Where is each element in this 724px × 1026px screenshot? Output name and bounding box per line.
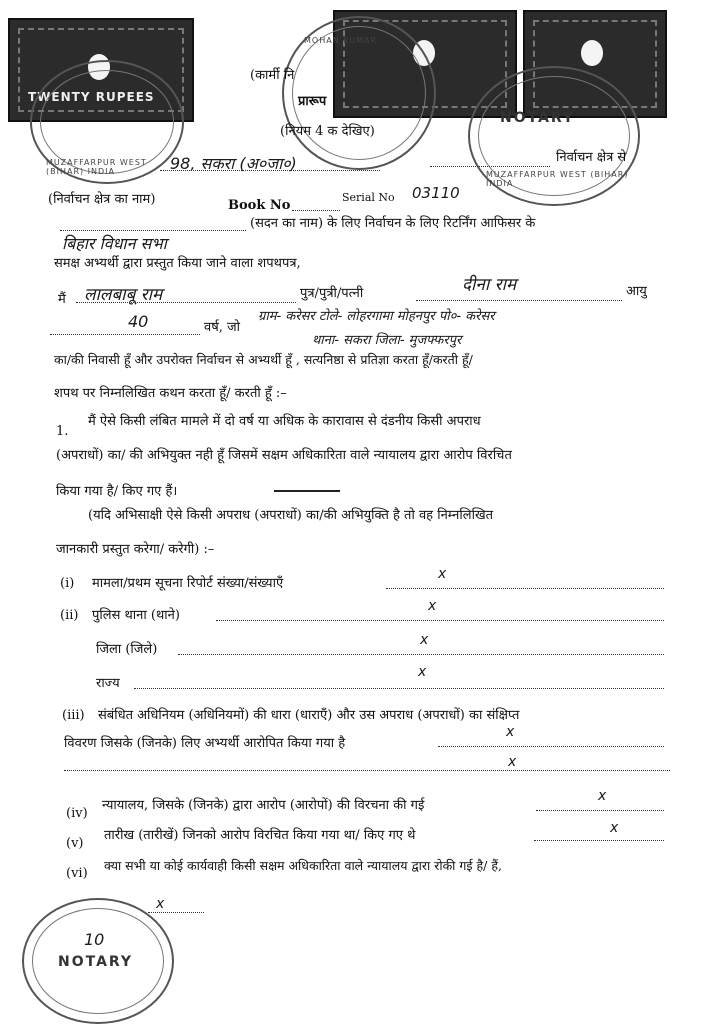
relation-label: पुत्र/पुत्री/पत्नी	[300, 286, 364, 301]
stamp-paper-label: TWENTY RUPEES	[28, 90, 155, 104]
constituency-suffix: निर्वाचन क्षेत्र से	[556, 150, 627, 165]
serial-value: 03110	[412, 184, 460, 202]
section1-line1: मैं ऐसे किसी लंबित मामले में दो वर्ष या अधिक के कारावास से दंडनीय किसी अपराध	[88, 414, 481, 429]
section1-para2: जानकारी प्रस्तुत करेगा/ करेगी) :–	[56, 542, 215, 557]
constituency-label: (निर्वाचन क्षेत्र का नाम)	[48, 192, 156, 207]
address-line1: ग्राम- करेसर टोले- लोहरगामा मोहनपुर पो०- करेसर	[258, 309, 495, 324]
section1-line2: (अपराधों) का/ की अभियुक्त नही हूँ जिसमें सक्षम अधिकारिता वाले न्यायालय द्वारा आरोप विरचित	[56, 448, 512, 463]
item-ii-mark: x	[428, 598, 437, 614]
item-ii-label: पुलिस थाना (थाने)	[92, 608, 180, 623]
age-label: आयु	[626, 284, 647, 299]
item-v-num: (v)	[66, 836, 84, 851]
section1-para1: (यदि अभिसाक्षी ऐसे किसी अपराध (अपराधों) का/की अभियुक्ति है तो वह निम्नलिखित	[88, 508, 493, 523]
serial-label: Serial No	[342, 191, 395, 204]
item-iii-num: (iii)	[62, 708, 85, 723]
header-line1b: प्रारूप	[298, 94, 327, 109]
item-iii-line1: संबंधित अधिनियम (अधिनियमों) की धारा (धाराएँ) और उस अपराध (अपराधों) का संक्षिप्त	[98, 708, 520, 723]
item-i-mark: x	[438, 566, 447, 582]
constituency-value: 98, सकरा (अ०जा०)	[170, 154, 297, 173]
years-label: वर्ष, जो	[204, 320, 241, 335]
oath-line: शपथ पर निम्नलिखित कथन करता हूँ/ करती हूँ :–	[54, 386, 287, 401]
section1-number: 1.	[56, 424, 69, 439]
header-line1: (कार्मी नि	[250, 68, 295, 83]
notary-seal-bottom: 10 NOTARY	[22, 898, 174, 1024]
house-suffix: (सदन का नाम) के लिए निर्वाचन के लिए रिटर्निंग आफिसर के	[250, 216, 536, 231]
item-v-mark: x	[610, 820, 619, 836]
item-vi-label: क्या सभी या कोई कार्यवाही किसी सक्षम अधिकारिता वाले न्यायालय द्वारा रोकी गई है/ हैं,	[104, 858, 502, 873]
item-iv-num: (iv)	[66, 806, 88, 821]
house-value: बिहार विधान सभा	[62, 234, 167, 253]
book-label: Book No	[228, 198, 291, 213]
district-label: जिला (जिले)	[96, 642, 158, 657]
item-vi-num: (vi)	[66, 866, 88, 881]
notary-seal-right: NOTARY MUZAFFARPUR WEST (BIHAR) INDIA	[468, 66, 640, 206]
item-vi-mark: x	[156, 896, 165, 912]
item-iii-line2: विवरण जिसके (जिनके) लिए अभ्यर्थी आरोपित किया गया है	[64, 736, 346, 751]
item-i-num: (i)	[60, 576, 75, 591]
handwritten-stroke	[274, 490, 340, 492]
father-name: दीना राम	[462, 275, 517, 295]
item-iv-label: न्यायालय, जिसके (जिनके) द्वारा आरोप (आरोपों) की विरचना की गई	[102, 798, 425, 813]
item-iv-mark: x	[598, 788, 607, 804]
notary-seal-middle: MOHAN KUMAR	[282, 16, 436, 170]
main-label: मैं	[58, 292, 66, 307]
state-mark: x	[418, 664, 427, 680]
deponent-name: लालबाबू राम	[84, 285, 163, 305]
section1-line3: किया गया है/ किए गए हैं।	[56, 484, 178, 499]
district-mark: x	[420, 632, 429, 648]
item-ii-num: (ii)	[60, 608, 79, 623]
state-label: राज्य	[96, 676, 120, 691]
address-line2: थाना- सकरा जिला- मुजफ्फरपुर	[312, 333, 462, 348]
item-v-label: तारीख (तारीखें) जिनको आरोप विरचित किया गया था/ किए गए थे	[104, 828, 416, 843]
header-rule-ref: (नियम 4 क देखिए)	[280, 124, 375, 139]
age-value: 40	[128, 312, 149, 331]
item-i-label: मामला/प्रथम सूचना रिपोर्ट संख्या/संख्याएँ	[92, 576, 284, 591]
item-iii-mark1: x	[506, 724, 515, 740]
notary-seal-left: MUZAFFARPUR WEST (BIHAR) INDIA	[30, 60, 184, 184]
resident-line: का/की निवासी हूँ और उपरोक्त निर्वाचन से अभ्यर्थी हूँ , सत्यनिष्ठा से प्रतिज्ञा करता हूँ/करती हूँ/	[54, 352, 473, 367]
affidavit-line: समक्ष अभ्यर्थी द्वारा प्रस्तुत किया जाने वाला शपथपत्र,	[54, 256, 301, 271]
item-iii-mark2: x	[508, 754, 517, 770]
